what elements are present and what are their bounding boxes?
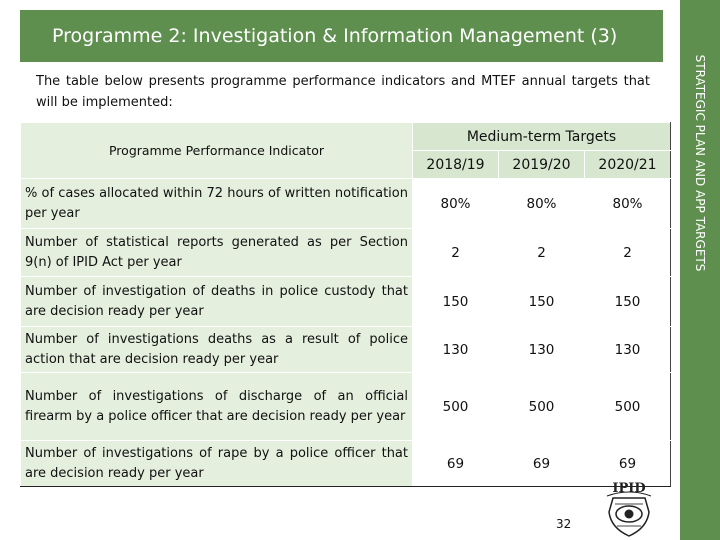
table-row xyxy=(21,179,671,229)
intro-text: The table below presents programme performance indicators and MTEF annual targets that will be implemented: xyxy=(36,74,650,110)
page-number: 32 xyxy=(556,517,572,531)
target-cell: 500 xyxy=(499,373,585,441)
indicator-cell: % of cases allocated within 72 hours of written notification per year xyxy=(21,179,413,229)
indicator-cell: Number of investigation of deaths in police custody that are decision ready per year xyxy=(21,277,413,327)
targets-header: Medium-term Targets xyxy=(413,123,671,151)
indicator-cell: Number of investigations of discharge of an official firearm by a police officer that are decision ready per year xyxy=(21,373,413,441)
performance-table xyxy=(20,122,671,487)
year-header: 2020/21 xyxy=(585,151,671,179)
ipid-logo-icon xyxy=(597,478,661,540)
year-header: 2018/19 xyxy=(413,151,499,179)
target-cell: 2 xyxy=(499,229,585,277)
target-cell: 80% xyxy=(413,179,499,229)
target-cell: 80% xyxy=(499,179,585,229)
target-cell: 69 xyxy=(413,441,499,487)
indicator-cell: Number of investigations of rape by a police officer that are decision ready per year xyxy=(21,441,413,487)
svg-text:IPID: IPID xyxy=(612,481,646,496)
side-label: STRATEGIC PLAN AND APP TARGETS xyxy=(693,54,707,272)
target-cell: 2 xyxy=(413,229,499,277)
table-row xyxy=(21,229,671,277)
target-cell: 130 xyxy=(499,327,585,373)
title-bar xyxy=(20,10,663,62)
target-cell: 130 xyxy=(585,327,671,373)
target-cell: 150 xyxy=(413,277,499,327)
indicator-column-header: Programme Performance Indicator xyxy=(21,123,413,179)
page-title: Programme 2: Investigation & Information Management (3) xyxy=(52,25,618,47)
target-cell: 150 xyxy=(585,277,671,327)
target-cell: 130 xyxy=(413,327,499,373)
target-cell: 150 xyxy=(499,277,585,327)
target-cell: 69 xyxy=(585,441,671,487)
target-cell: 69 xyxy=(499,441,585,487)
target-cell: 500 xyxy=(585,373,671,441)
target-cell: 80% xyxy=(585,179,671,229)
table-row xyxy=(21,373,671,441)
indicator-cell: Number of investigations deaths as a result of police action that are decision ready per year xyxy=(21,327,413,373)
year-header: 2019/20 xyxy=(499,151,585,179)
target-cell: 500 xyxy=(413,373,499,441)
indicator-cell: Number of statistical reports generated as per Section 9(n) of IPID Act per year xyxy=(21,229,413,277)
table-row xyxy=(21,441,671,487)
table-row xyxy=(21,327,671,373)
table-row xyxy=(21,277,671,327)
target-cell: 2 xyxy=(585,229,671,277)
